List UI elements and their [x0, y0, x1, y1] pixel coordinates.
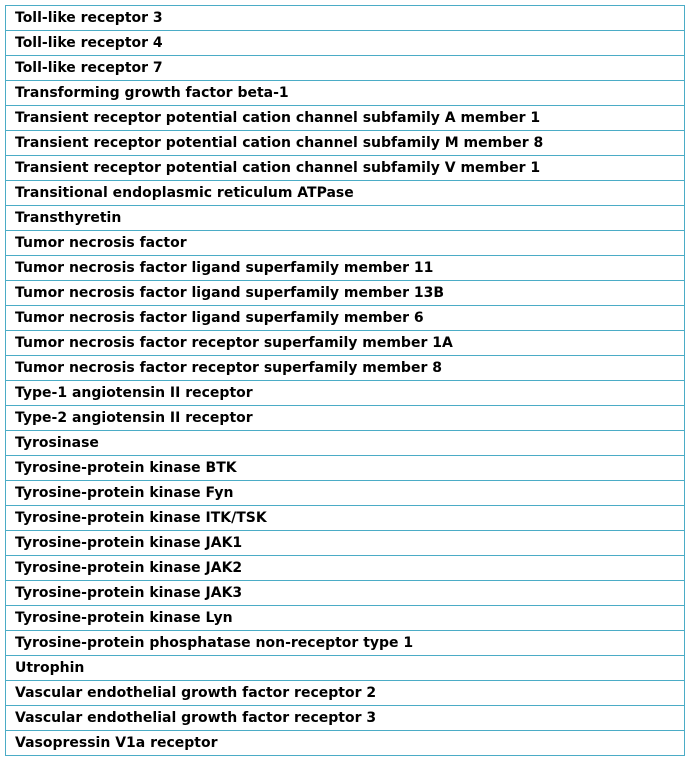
protein-table: [5, 5, 685, 756]
table-cell: Tyrosine-protein kinase ITK/TSK: [6, 506, 685, 531]
table-cell: Tyrosine-protein kinase JAK2: [6, 556, 685, 581]
table-cell: Tyrosine-protein kinase JAK1: [6, 531, 685, 556]
table-row: [6, 681, 685, 706]
table-cell: Transient receptor potential cation channel subfamily M member 8: [6, 131, 685, 156]
table-cell: Transitional endoplasmic reticulum ATPase: [6, 181, 685, 206]
table-row: [6, 531, 685, 556]
table-cell: Transthyretin: [6, 206, 685, 231]
table-cell: Transforming growth factor beta-1: [6, 81, 685, 106]
table-row: [6, 481, 685, 506]
table-row: [6, 506, 685, 531]
table-row: [6, 456, 685, 481]
table-row: [6, 706, 685, 731]
table-row: [6, 331, 685, 356]
table-cell: Tumor necrosis factor ligand superfamily member 13B: [6, 281, 685, 306]
table-row: [6, 31, 685, 56]
table-row: [6, 206, 685, 231]
table-cell: Vascular endothelial growth factor receptor 3: [6, 706, 685, 731]
table-cell: Tyrosine-protein kinase Fyn: [6, 481, 685, 506]
table-row: [6, 381, 685, 406]
table-row: [6, 606, 685, 631]
table-row: [6, 181, 685, 206]
table-row: [6, 406, 685, 431]
table-row: [6, 556, 685, 581]
protein-table-body: [6, 6, 685, 756]
table-row: [6, 131, 685, 156]
table-cell: Toll-like receptor 7: [6, 56, 685, 81]
table-row: [6, 281, 685, 306]
table-cell: Utrophin: [6, 656, 685, 681]
table-row: [6, 56, 685, 81]
table-row: [6, 156, 685, 181]
table-row: [6, 431, 685, 456]
table-cell: Tyrosine-protein kinase BTK: [6, 456, 685, 481]
table-row: [6, 631, 685, 656]
table-row: [6, 256, 685, 281]
table-cell: Type-1 angiotensin II receptor: [6, 381, 685, 406]
table-row: [6, 581, 685, 606]
table-cell: Tumor necrosis factor ligand superfamily member 11: [6, 256, 685, 281]
table-cell: Tyrosine-protein kinase JAK3: [6, 581, 685, 606]
table-cell: Tumor necrosis factor: [6, 231, 685, 256]
table-cell: Tyrosine-protein phosphatase non-receptor type 1: [6, 631, 685, 656]
table-row: [6, 306, 685, 331]
table-cell: Toll-like receptor 3: [6, 6, 685, 31]
table-row: [6, 106, 685, 131]
table-row: [6, 81, 685, 106]
table-row: [6, 356, 685, 381]
table-cell: Transient receptor potential cation channel subfamily A member 1: [6, 106, 685, 131]
table-cell: Transient receptor potential cation channel subfamily V member 1: [6, 156, 685, 181]
table-row: [6, 6, 685, 31]
table-cell: Tumor necrosis factor ligand superfamily member 6: [6, 306, 685, 331]
table-cell: Vascular endothelial growth factor receptor 2: [6, 681, 685, 706]
table-cell: Tyrosine-protein kinase Lyn: [6, 606, 685, 631]
table-row: [6, 731, 685, 756]
table-cell: Tyrosinase: [6, 431, 685, 456]
table-cell: Toll-like receptor 4: [6, 31, 685, 56]
table-cell: Tumor necrosis factor receptor superfamily member 8: [6, 356, 685, 381]
table-cell: Type-2 angiotensin II receptor: [6, 406, 685, 431]
protein-table-container: [5, 5, 685, 756]
table-row: [6, 231, 685, 256]
table-row: [6, 656, 685, 681]
table-cell: Tumor necrosis factor receptor superfamily member 1A: [6, 331, 685, 356]
table-cell: Vasopressin V1a receptor: [6, 731, 685, 756]
